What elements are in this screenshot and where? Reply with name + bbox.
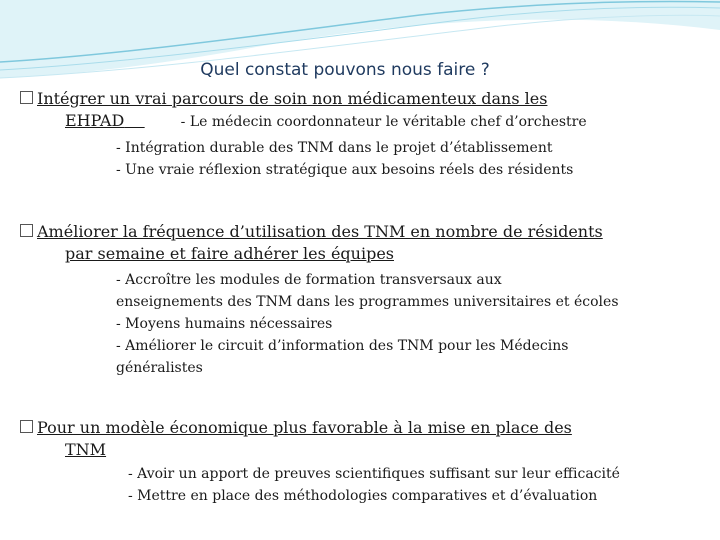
heading-line-2: EHPAD <box>65 111 125 130</box>
checkbox-bullet-icon <box>20 224 33 237</box>
inline-note: - Le médecin coordonnateur le véritable chef d’orchestre <box>180 114 587 130</box>
list-item: généralistes <box>116 360 203 376</box>
list-item: - Mettre en place des méthodologies comparatives et d’évaluation <box>128 488 598 504</box>
section-heading <box>20 417 700 439</box>
list-item: - Améliorer le circuit d’information des TNM pour les Médecins <box>116 338 569 354</box>
heading-line-1: Intégrer un vrai parcours de soin non médicamenteux dans les <box>37 89 548 108</box>
heading-line-1: Améliorer la fréquence d’utilisation des TNM en nombre de résidents <box>37 222 603 241</box>
list-item: - Une vraie réflexion stratégique aux besoins réels des résidents <box>116 162 574 178</box>
section-modele-economique <box>20 417 700 507</box>
checkbox-bullet-icon <box>20 420 33 433</box>
heading-line-2: par semaine et faire adhérer les équipes <box>65 244 394 263</box>
section-heading <box>20 221 700 243</box>
heading-line-2-row <box>20 439 700 461</box>
bullet-list <box>20 463 700 507</box>
list-item: - Avoir un apport de preuves scientifiques suffisant sur leur efficacité <box>128 466 620 482</box>
bullet-list <box>20 137 700 181</box>
checkbox-bullet-icon <box>20 91 33 104</box>
bullet-list <box>20 269 700 379</box>
section-ameliorer <box>20 221 700 379</box>
list-item: - Accroître les modules de formation transversaux aux <box>116 272 502 288</box>
list-item: enseignements des TNM dans les programmes universitaires et écoles <box>116 294 619 310</box>
section-heading <box>20 88 700 110</box>
heading-line-2-row <box>20 110 700 133</box>
section-integrer <box>20 88 700 181</box>
list-item: - Moyens humains nécessaires <box>116 316 333 332</box>
slide-title: Quel constat pouvons nous faire ? <box>200 60 490 80</box>
heading-line-2-row <box>20 243 700 265</box>
heading-line-2: TNM <box>65 440 107 459</box>
list-item: - Intégration durable des TNM dans le projet d’établissement <box>116 140 553 156</box>
heading-line-1: Pour un modèle économique plus favorable à la mise en place des <box>37 418 572 437</box>
